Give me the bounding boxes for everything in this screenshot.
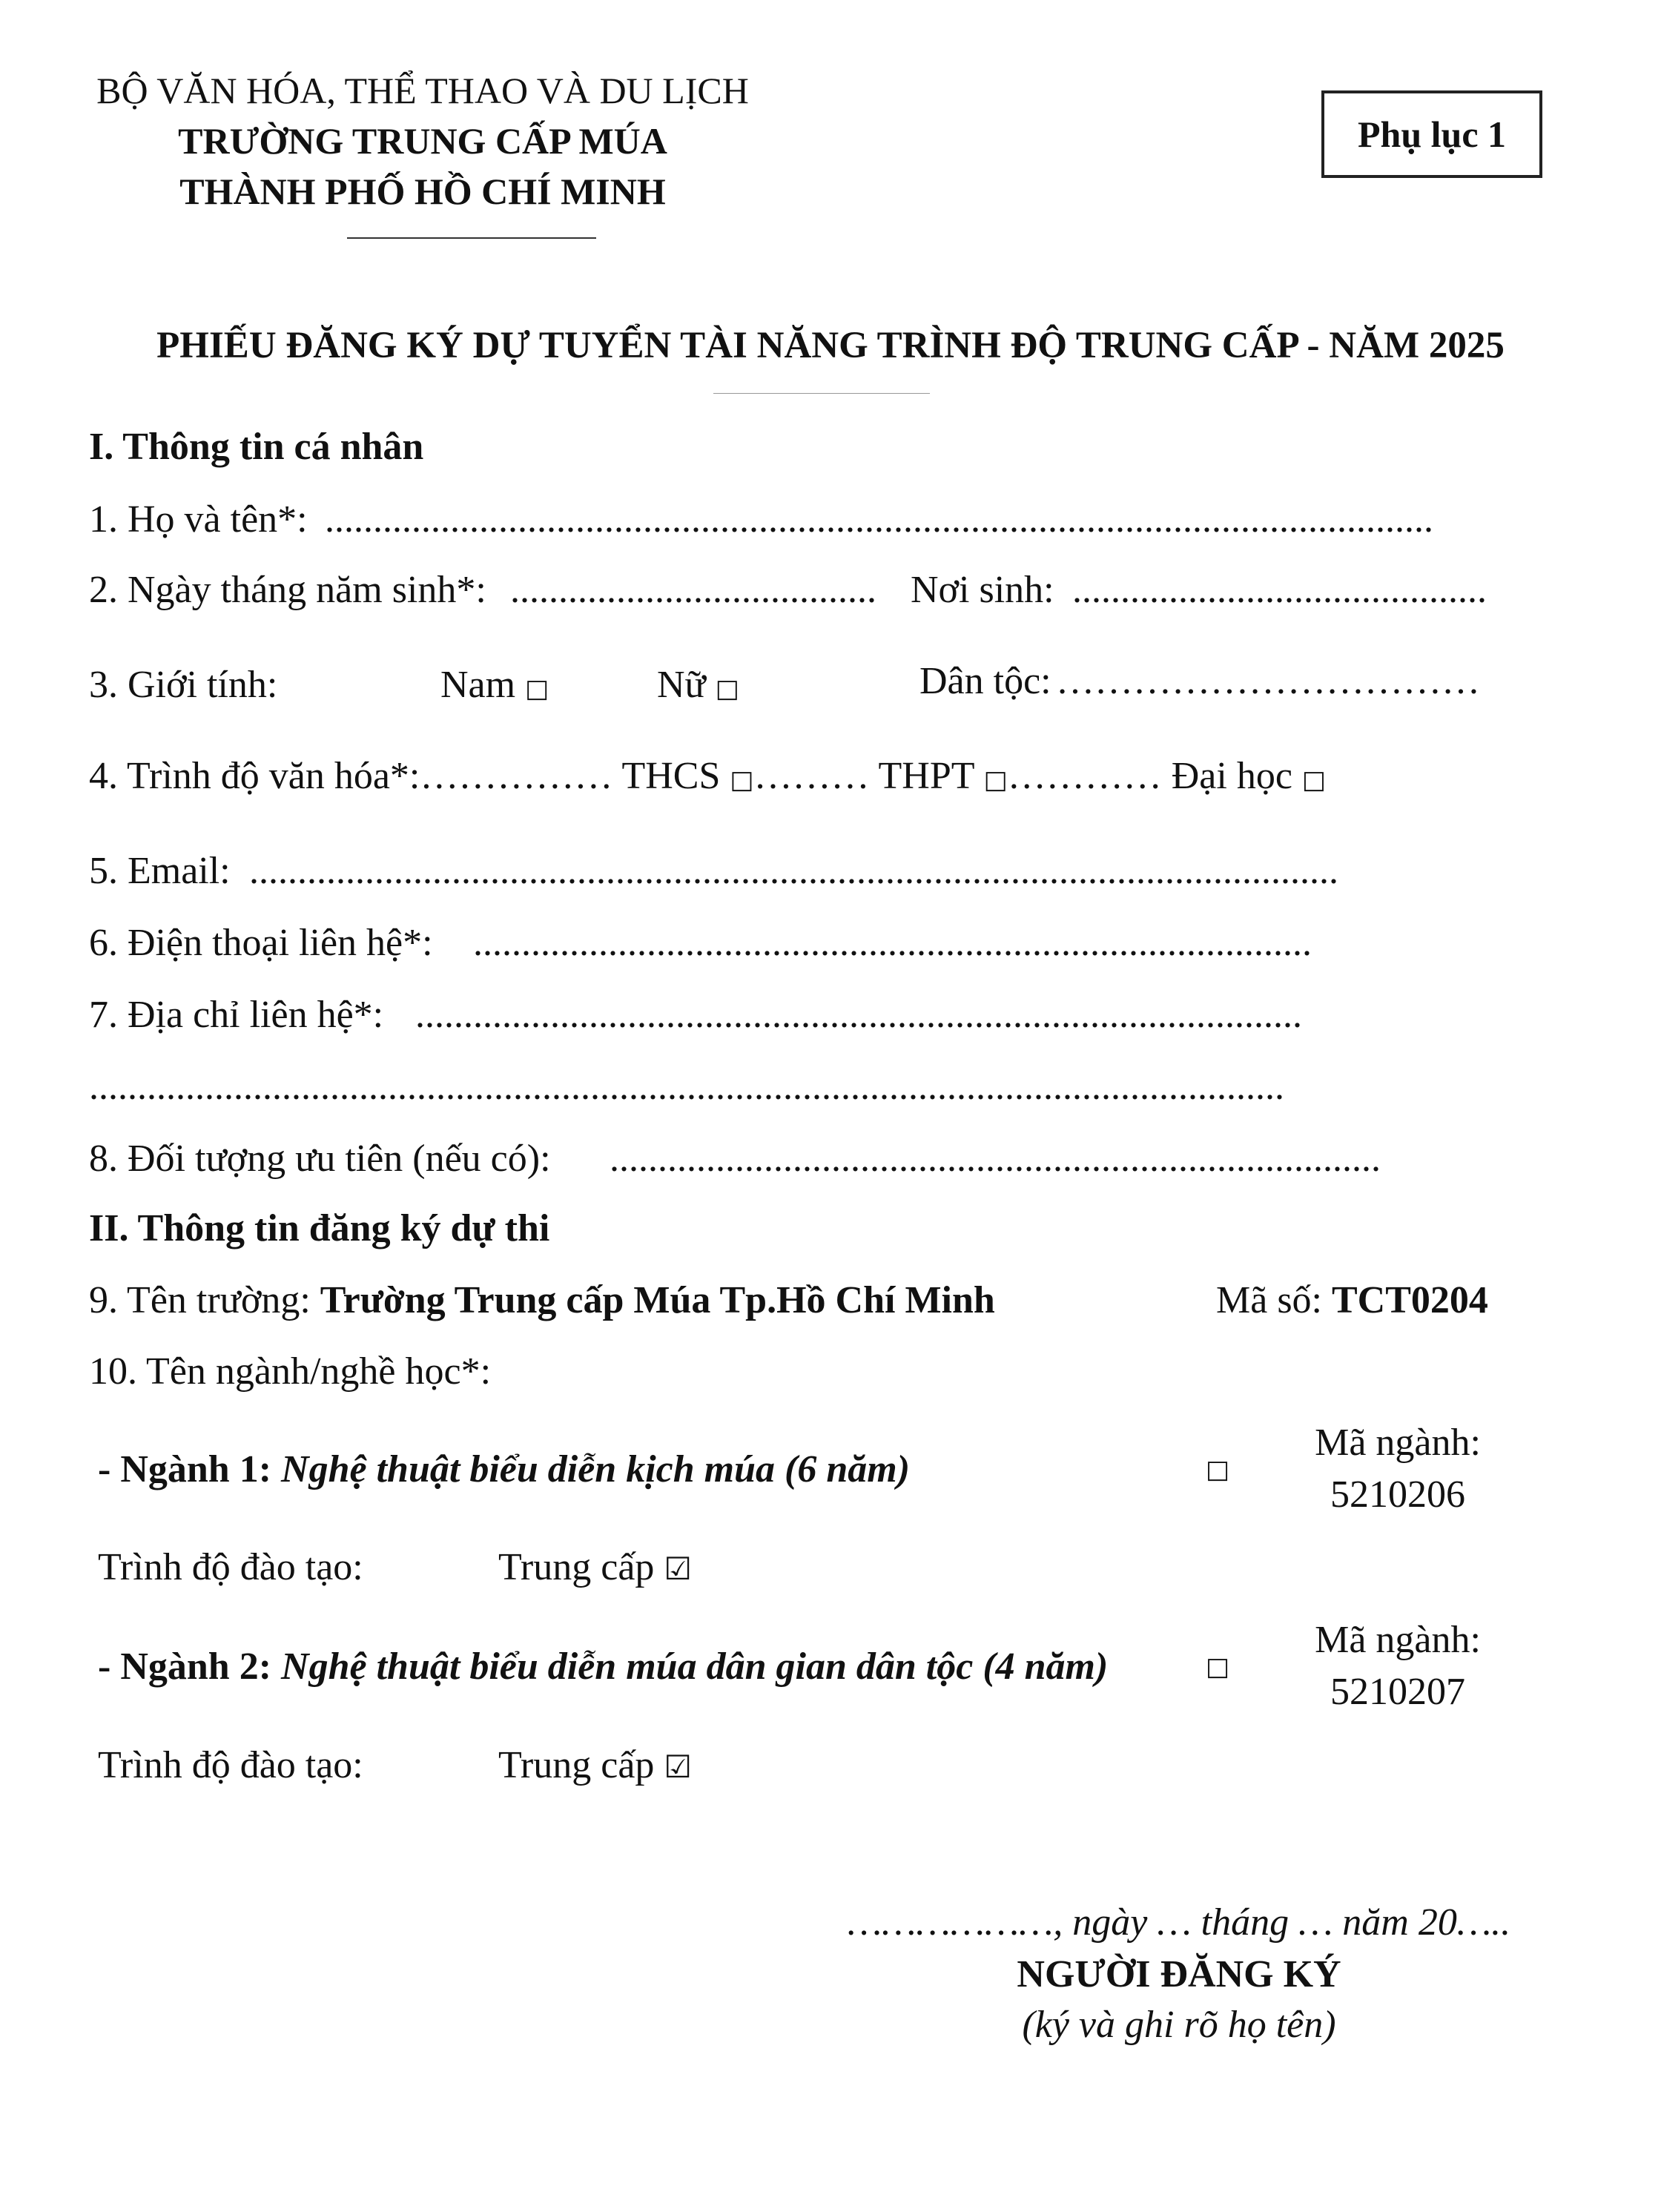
major2-name: Nghệ thuật biểu diễn múa dân gian dân tộc (4 năm) — [281, 1645, 1109, 1688]
major1-code-label: Mã ngành: — [1315, 1422, 1481, 1464]
signature-note: (ký và ghi rõ họ tên) — [1022, 2004, 1336, 2046]
ministry-name: BỘ VĂN HÓA, THỂ THAO VÀ DU LỊCH — [96, 70, 749, 111]
full-name-field[interactable]: ................................................................................................................... — [325, 498, 1433, 541]
priority-label: 8. Đối tượng ưu tiên (nếu có): — [89, 1138, 551, 1180]
section1-heading: I. Thông tin cá nhân — [89, 426, 424, 468]
education-thcs-checkbox[interactable]: □ — [730, 765, 754, 795]
major1-level-value: Trung cấp — [498, 1546, 655, 1588]
section2-heading: II. Thông tin đăng ký dự thi — [89, 1207, 550, 1249]
major1-code: 5210206 — [1330, 1473, 1465, 1516]
title-divider — [713, 393, 930, 394]
major2-level-label: Trình độ đào tạo: — [98, 1744, 363, 1786]
full-name-label: 1. Họ và tên*: — [89, 498, 308, 541]
appendix-label: Phụ lục 1 — [1357, 113, 1507, 155]
phone-field[interactable]: ....................................................................................... — [473, 922, 1312, 964]
gender-female-checkbox[interactable]: □ — [715, 674, 739, 704]
major1-prefix: - Ngành 1: — [98, 1448, 272, 1490]
school-row — [89, 1278, 995, 1324]
dob-field[interactable]: ...................................... — [510, 569, 876, 611]
education-university-checkbox[interactable]: □ — [1301, 765, 1327, 795]
major1-level-label: Trình độ đào tạo: — [98, 1546, 363, 1588]
major2-code-label: Mã ngành: — [1315, 1619, 1481, 1661]
major1-level — [498, 1545, 692, 1592]
school-name-line1: TRƯỜNG TRUNG CẤP MÚA — [178, 120, 667, 162]
header-divider — [347, 237, 596, 239]
school-name: Trường Trung cấp Múa Tp.Hồ Chí Minh — [320, 1279, 995, 1321]
major2-title — [98, 1644, 1108, 1690]
gender-male-checkbox[interactable]: □ — [525, 674, 549, 704]
education-blank[interactable]: …………… — [420, 755, 613, 797]
email-field[interactable]: ................................................................................................................. — [249, 850, 1338, 892]
address-label: 7. Địa chỉ liên hệ*: — [89, 994, 384, 1036]
dob-label: 2. Ngày tháng năm sinh*: — [89, 569, 486, 611]
phone-label: 6. Điện thoại liên hệ*: — [89, 922, 433, 964]
major2-level-value: Trung cấp — [498, 1744, 655, 1786]
appendix-box — [1321, 90, 1542, 178]
signature-place-date: ………………, ngày … tháng … năm 20….. — [847, 1901, 1511, 1944]
address-field-line2[interactable]: ............................................................................................................................ — [89, 1066, 1284, 1108]
major1-title — [98, 1447, 910, 1493]
major-label: 10. Tên ngành/nghề học*: — [89, 1350, 492, 1393]
ethnicity-field[interactable]: …………………………… — [1056, 660, 1480, 702]
major1-checkbox[interactable]: □ — [1206, 1455, 1230, 1485]
ethnicity-label: Dân tộc: — [919, 660, 1051, 702]
school-name-line2: THÀNH PHỐ HỒ CHÍ MINH — [179, 171, 666, 212]
gender-female-label: Nữ — [657, 664, 706, 706]
major1-name: Nghệ thuật biểu diễn kịch múa (6 năm) — [281, 1448, 911, 1490]
school-code-row — [1216, 1278, 1488, 1324]
education-row — [89, 753, 1326, 803]
gender-label: 3. Giới tính: — [89, 664, 278, 706]
gender-male-label: Nam — [440, 664, 516, 706]
address-field[interactable]: ............................................................................................ — [415, 994, 1302, 1036]
major2-code: 5210207 — [1330, 1671, 1465, 1713]
email-label: 5. Email: — [89, 850, 231, 892]
birthplace-field[interactable]: ........................................... — [1072, 569, 1487, 611]
education-thpt-label: THPT — [878, 755, 974, 797]
major2-checkbox[interactable]: □ — [1206, 1652, 1230, 1682]
gender-female-option[interactable] — [657, 662, 739, 712]
signature-title: NGƯỜI ĐĂNG KÝ — [1017, 1953, 1341, 1995]
education-thcs-label: THCS — [621, 755, 721, 797]
priority-field[interactable]: ................................................................................ — [610, 1138, 1381, 1180]
thcs-blank: ……… — [753, 755, 870, 797]
major2-level — [498, 1743, 692, 1790]
major2-prefix: - Ngành 2: — [98, 1645, 272, 1688]
major1-level-checkbox[interactable]: ☑ — [664, 1551, 693, 1587]
form-title: PHIẾU ĐĂNG KÝ DỰ TUYỂN TÀI NĂNG TRÌNH ĐỘ TRUNG CẤP - NĂM 2025 — [156, 325, 1505, 366]
education-university-label: Đại học — [1171, 755, 1292, 797]
school-code: TCT0204 — [1332, 1279, 1488, 1321]
school-label: 9. Tên trường: — [89, 1279, 311, 1321]
school-code-label: Mã số: — [1216, 1279, 1322, 1321]
education-thpt-checkbox[interactable]: □ — [983, 765, 1008, 795]
thpt-blank: ………… — [1007, 755, 1162, 797]
education-label: 4. Trình độ văn hóa*: — [89, 755, 420, 797]
major2-level-checkbox[interactable]: ☑ — [664, 1749, 693, 1785]
gender-male-option[interactable] — [440, 662, 549, 712]
birthplace-label: Nơi sinh: — [911, 569, 1054, 611]
